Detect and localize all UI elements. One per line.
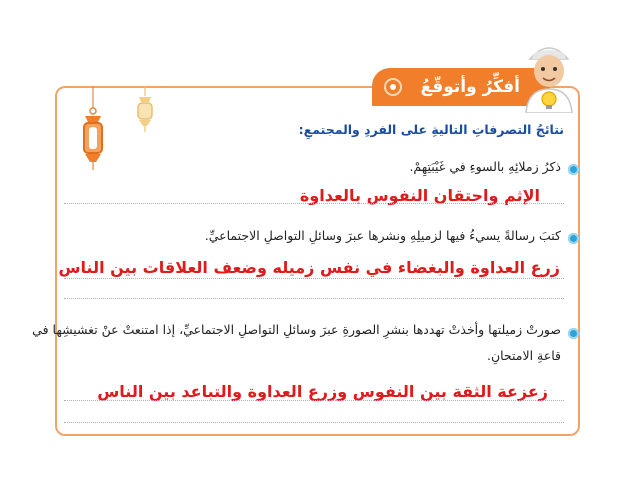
bullet-icon — [568, 233, 579, 244]
question-1: ذكرُ زملائِهِ بالسوءِ في غَيْبَتِهِمْ. — [409, 159, 561, 174]
answer-2: زرع العداوة والبغضاء في نفس زميله وضعف العلاقات بين الناس — [58, 258, 560, 277]
question-3-line-2: قاعةِ الامتحانِ. — [486, 348, 561, 363]
answer-line — [64, 298, 564, 299]
answer-1: الإثم واحتقان النفوس بالعداوة — [299, 186, 540, 205]
question-2: كتبَ رسالةً يسيءُ فيها لزميلِهِ ونشرها عبرَ وسائلِ التواصلِ الاجتماعيِّ. — [204, 228, 561, 243]
bullet-icon — [568, 328, 579, 339]
answer-line — [64, 278, 564, 279]
lantern-icon — [76, 86, 110, 176]
section-title: أفكِّرُ وأتوقّعُ — [420, 77, 520, 97]
answer-line — [64, 400, 564, 401]
answer-line — [64, 422, 564, 423]
spark-decoration-icon — [380, 74, 406, 100]
answer-line — [64, 203, 564, 204]
small-lantern-icon — [131, 86, 159, 134]
student-avatar — [518, 33, 580, 113]
question-3-line-1: صورتْ زميلتها وأخذتْ تهددها بنشرِ الصورةِ عبرَ وسائلِ التواصلِ الاجتماعيِّ، إذا امتنعتْ عنْ تغشيشِها في — [32, 322, 561, 337]
answer-3: زعزعة الثقة بين النفوس وزرع العداوة والتباعد بين الناس — [97, 382, 548, 401]
intro-text: نتائجُ التصرفاتِ التاليةِ على الفردِ والمجتمعِ: — [298, 122, 564, 137]
bullet-icon — [568, 164, 579, 175]
